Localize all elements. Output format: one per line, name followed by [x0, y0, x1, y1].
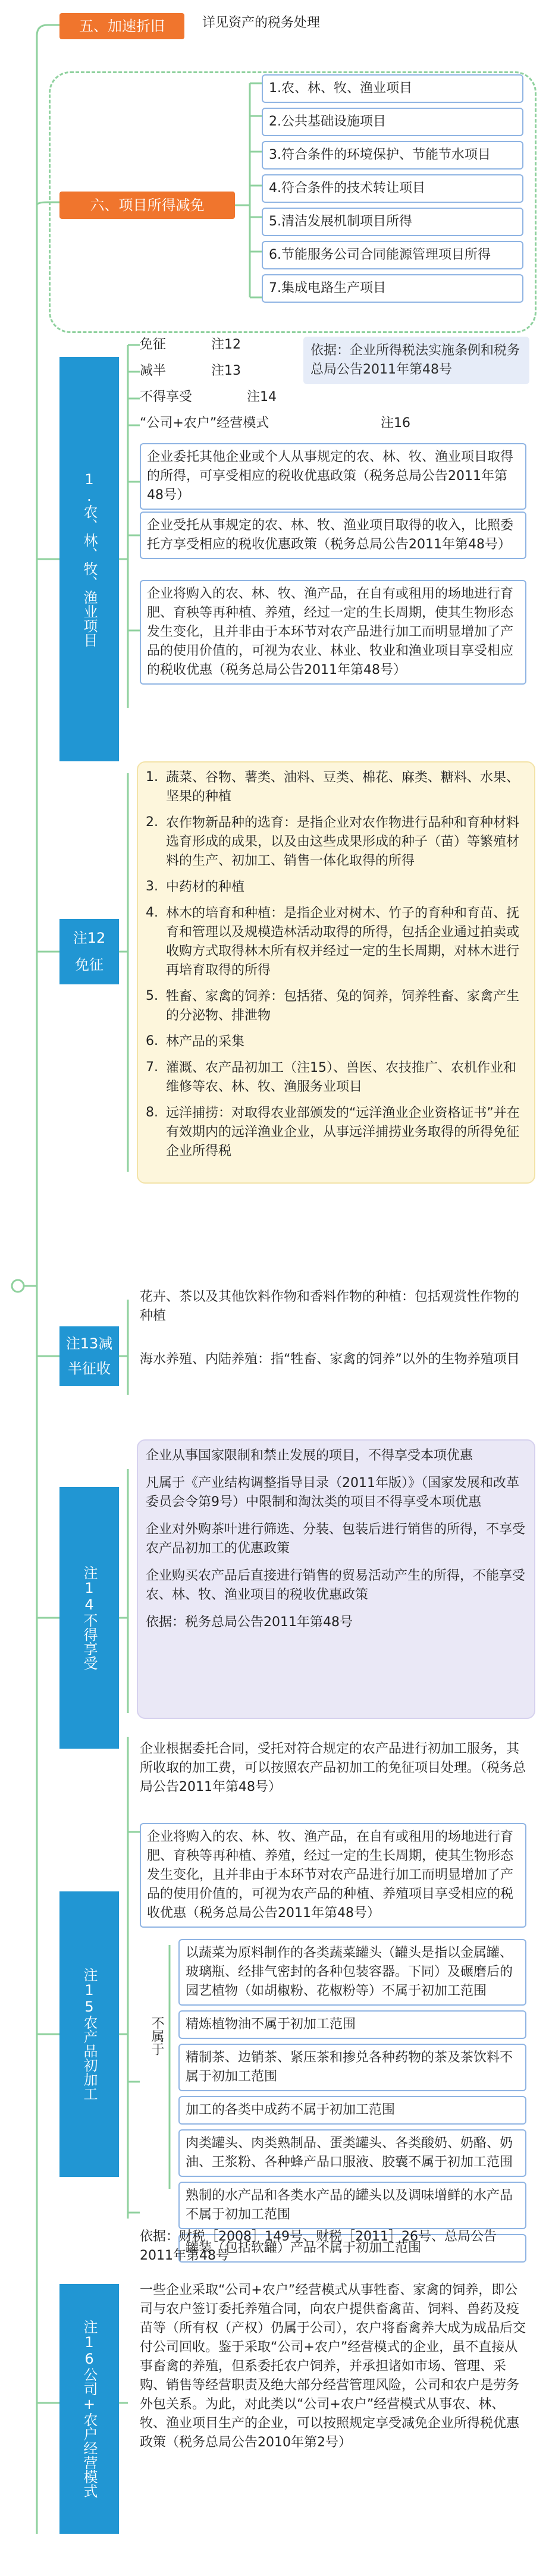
note12-node[interactable]: 注12免征 — [59, 919, 119, 984]
item-number: 8. — [146, 1105, 158, 1120]
item-number: 4. — [146, 905, 158, 920]
note14-list — [146, 1447, 526, 1632]
note14-source: 依据：税务总局公告2011年第48号 — [146, 1615, 353, 1630]
item-number: 2. — [146, 815, 158, 830]
exclude-item: 加工的各类中成药不属于初加工范围 — [178, 2096, 526, 2125]
item-text: 远洋捕捞：对取得农业部颁发的“远洋渔业企业资格证书”并在有效期内的远洋渔业企业，从事远洋捕捞业务取得的所得免征企业所得税 — [166, 1106, 520, 1159]
item-number: 1. — [146, 770, 158, 785]
agri-source: 依据：企业所得税法实施条例和税务总局公告2011年第48号 — [303, 337, 529, 384]
exclude-item: 以蔬菜为原料制作的各类蔬菜罐头（罐头是指以金属罐、玻璃瓶、经排气密封的各种包装容器。下同）及碾磨后的园艺植物（如胡椒粉、花椒粉等）不属于初加工范围 — [178, 1939, 526, 2006]
note12-item — [146, 1104, 526, 1161]
note13-item: 海水养殖、内陆养殖：指“牲畜、家禽的饲养”以外的生物养殖项目 — [140, 1352, 520, 1367]
note14-item: 企业对外购茶叶进行筛选、分装、包装后进行销售的所得，不享受农产品初加工的优惠政策 — [146, 1522, 526, 1556]
note12-list — [146, 768, 526, 1161]
item-text: 灌溉、农产品初加工（注15）、兽医、农技推广、农机作业和维修等农、林、牧、渔服务业项目 — [166, 1060, 516, 1094]
note14-item: 企业购买农产品后直接进行销售的贸易活动产生的所得，不能享受农、林、牧、渔业项目的税收优惠政策 — [146, 1568, 526, 1602]
tag-half: 减半 — [140, 363, 167, 378]
exclude-item: 罐装（包括软罐）产品不属于初加工范围 — [178, 2234, 526, 2263]
item-text: 林木的培育和种植：是指企业对树木、竹子的育种和育苗、抚育和管理以及规模造林活动取得的所得，包括企业通过拍卖或收购方式取得林木所有权并经过一定的生长周期，对林木进行再培育取得的所得 — [166, 906, 520, 978]
note15-node[interactable]: 注15农产品初加工 — [59, 1891, 119, 2177]
note13-item: 花卉、茶以及其他饮料作物和香料作物的种植：包括观赏性作物的种植 — [140, 1289, 520, 1323]
project-node[interactable]: 六、项目所得减免 — [59, 192, 235, 219]
item-number: 3. — [146, 879, 158, 894]
note15-para: 企业根据委托合同，受托对符合规定的农产品进行初加工服务，其所收取的加工费，可以按照农产品初加工的免征项目处理。（税务总局公告2011年第48号） — [140, 1742, 526, 1794]
exclude-item: 精炼植物油不属于初加工范围 — [178, 2010, 526, 2039]
project-item[interactable]: 4.符合条件的技术转让项目 — [262, 174, 523, 203]
exclude-item: 肉类罐头、肉类熟制品、蛋类罐头、各类酸奶、奶酪、奶油、王浆粉、各种蜂产品口服液、胶囊不属于初加工范围 — [178, 2129, 526, 2177]
note12-item — [146, 878, 526, 897]
note14-item: 企业从事国家限制和禁止发展的项目，不得享受本项优惠 — [146, 1448, 473, 1463]
tag-note14[interactable]: 注14 — [247, 390, 277, 404]
note12-item — [146, 1059, 526, 1097]
item-number: 6. — [146, 1034, 158, 1049]
project-item[interactable]: 1.农、林、牧、渔业项目 — [262, 74, 523, 103]
item-text: 牲畜、家禽的饲养：包括猪、兔的饲养，饲养牲畜、家禽产生的分泌物、排泄物 — [166, 989, 520, 1023]
item-number: 7. — [146, 1060, 158, 1075]
item-text: 农作物新品种的选育：是指企业对农作物进行品种和育种材料选育形成的成果，以及由这些成果形成的种子（苗）等繁殖材料的生产、初加工、销售一体化取得的所得 — [166, 815, 520, 868]
agri-node[interactable]: 1.农、林、牧、渔业项目 — [59, 357, 119, 761]
exclude-item: 熟制的水产品和各类水产品的罐头以及调味增鲜的水产品不属于初加工范围 — [178, 2182, 526, 2229]
project-item[interactable]: 7.集成电路生产项目 — [262, 274, 523, 303]
note16-node[interactable]: 注16公司+农户经营模式 — [59, 2284, 119, 2534]
project-item[interactable]: 5.清洁发展机制项目所得 — [262, 208, 523, 236]
project-item[interactable]: 3.符合条件的环境保护、节能节水项目 — [262, 141, 523, 170]
agri-para: 企业受托从事规定的农、林、牧、渔业项目取得的收入，比照委托方享受相应的税收优惠政策（税务总局公告2011年第48号） — [140, 512, 526, 559]
item-text: 蔬菜、谷物、薯类、油料、豆类、棉花、麻类、糖料、水果、坚果的种植 — [166, 770, 520, 804]
project-items-list — [262, 74, 523, 303]
note16-para: 一些企业采取“公司+农户”经营模式从事牲畜、家禽的饲养，即公司与农户签订委托养殖合同，向农户提供畜禽苗、饲料、兽药及疫苗等（所有权（产权）仍属于公司），农户将畜禽养大成为成品后交付公司回收。鉴于采取“公司+农户”经营模式的企业，虽不直接从事畜禽的养殖，但系委托农户饲养，并承担诸如市场、管理、采购、销售等经营职责及绝大部分经营管理风险，公司和农户是劳务外包关系。为此，对此类以“公司+农户”经营模式从事农、林、牧、渔业项目生产的企业，可以按照规定享受减免企业所得税优惠政策（税务总局公告2010年第2号） — [140, 2283, 526, 2450]
exclude-item: 精制茶、边销茶、紧压茶和掺兑各种药物的茶及茶饮料不属于初加工范围 — [178, 2044, 526, 2091]
note12-item — [146, 904, 526, 980]
accel-note: 详见资产的税务处理 — [202, 15, 321, 30]
tag-company-farmer: “公司+农户”经营模式 — [140, 416, 269, 431]
tag-note13[interactable]: 注13 — [211, 363, 241, 378]
tag-exempt: 免征 — [140, 337, 167, 352]
item-text: 林产品的采集 — [166, 1034, 245, 1049]
note14-node[interactable]: 注14不得享受 — [59, 1487, 119, 1749]
agri-para: 企业将购入的农、林、牧、渔产品，在自有或租用的场地进行育肥、育秧等再种植、养殖，经过一定的生长周期，使其生物形态发生变化，且并非由于本环节对农产品进行加工而明显增加了产品的使用价值的，可视为农业、林业、牧业和渔业项目享受相应的税收优惠（税务总局公告2011年第48号） — [140, 580, 526, 685]
item-text: 中药材的种植 — [166, 880, 245, 895]
item-number: 5. — [146, 989, 158, 1003]
agri-para: 企业委托其他企业或个人从事规定的农、林、牧、渔业项目取得的所得，可享受相应的税收优惠政策（税务总局公告2011年第48号） — [140, 443, 526, 510]
note15-source: 依据：财税［2008］149号、财税［2011］26号、总局公告2011年第48号 — [140, 2229, 497, 2263]
exclude-label: 不属于 — [149, 2016, 164, 2056]
note12-item — [146, 814, 526, 871]
note15-para: 企业将购入的农、林、牧、渔产品，在自有或租用的场地进行育肥、育秧等再种植、养殖，经过一定的生长周期，使其生物形态发生变化，且并非由于本环节对农产品进行加工而明显增加了产品的使用价值的，可视为农产品的种植、养殖项目享受相应的税收优惠（税务总局公告2011年第48号） — [140, 1823, 526, 1928]
note12-item — [146, 987, 526, 1025]
tag-not-eligible: 不得享受 — [140, 390, 193, 404]
note12-item — [146, 768, 526, 807]
note12-item — [146, 1033, 526, 1052]
note14-item: 凡属于《产业结构调整指导目录（2011年版）》（国家发展和改革委员会令第9号）中限制和淘汰类的项目不得享受本项优惠 — [146, 1476, 519, 1510]
tag-note12[interactable]: 注12 — [211, 337, 241, 352]
note15-excludes — [178, 1939, 526, 2263]
project-item[interactable]: 6.节能服务公司合同能源管理项目所得 — [262, 241, 523, 269]
note13-node[interactable]: 注13减半征收 — [59, 1326, 119, 1386]
accel-node[interactable]: 五、加速折旧 — [59, 13, 184, 39]
project-item[interactable]: 2.公共基础设施项目 — [262, 108, 523, 136]
tag-note16[interactable]: 注16 — [381, 416, 410, 431]
